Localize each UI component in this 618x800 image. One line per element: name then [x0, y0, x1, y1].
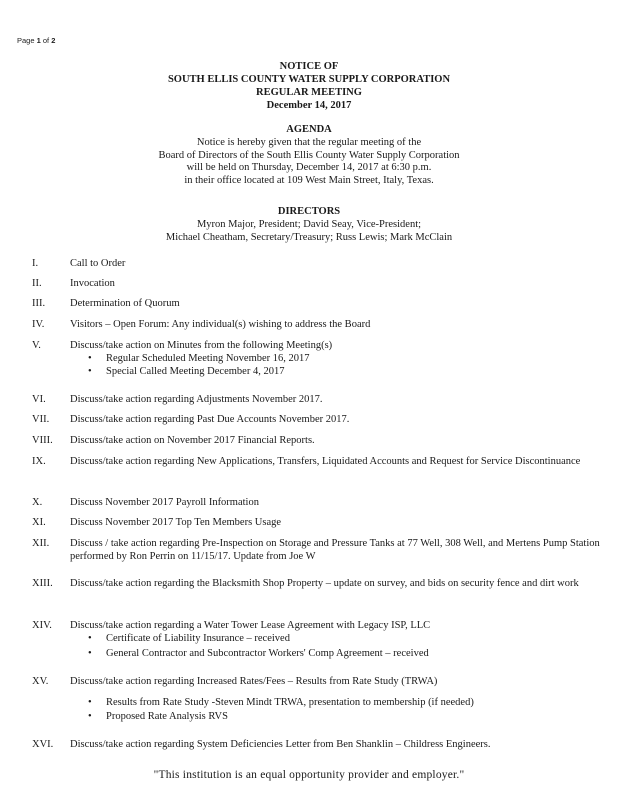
bullet: •: [88, 366, 92, 377]
page-current: 1: [36, 36, 41, 45]
sub-item-text: Regular Scheduled Meeting November 16, 2017: [106, 353, 310, 364]
item-text: Discuss / take action regarding Pre-Inspection on Storage and Pressure Tanks at 77 Well, 308 Well, and Mertens Pump Station performed by Ron Perrin on 11/15/17. Update from Joe W: [70, 538, 600, 562]
sub-item-text: General Contractor and Subcontractor Workers' Comp Agreement – received: [106, 648, 429, 659]
item-number: IV.: [32, 319, 45, 330]
header-line-3: REGULAR MEETING: [256, 87, 362, 98]
directors-title: DIRECTORS: [277, 206, 341, 217]
item-text: Discuss/take action regarding the Blacksmith Shop Property – update on survey, and bids on security fence and dirt work: [70, 578, 579, 589]
notice-line: in their office located at 109 West Main Street, Italy, Texas.: [184, 174, 434, 186]
page-number: [17, 36, 55, 45]
item-number: II.: [32, 278, 42, 289]
page-of: of: [40, 36, 52, 45]
notice-line: Board of Directors of the South Ellis County Water Supply Corporation: [158, 149, 460, 161]
item-text: Discuss November 2017 Top Ten Members Usage: [70, 517, 282, 528]
item-text: Visitors – Open Forum: Any individual(s) wishing to address the Board: [70, 319, 371, 330]
item-number: XI.: [32, 517, 46, 528]
directors-line: Myron Major, President; David Seay, Vice-President;: [196, 219, 422, 230]
equal-opportunity-footer: "This institution is an equal opportunity provider and employer.": [153, 769, 465, 781]
header-line-4: December 14, 2017: [266, 100, 352, 111]
item-number: V.: [32, 340, 41, 351]
item-number: I.: [32, 258, 39, 269]
item-number: VII.: [32, 414, 50, 425]
header-line-2: SOUTH ELLIS COUNTY WATER SUPPLY CORPORATION: [167, 74, 451, 85]
notice-paragraph: [0, 137, 618, 187]
sub-item-text: Proposed Rate Analysis RVS: [106, 711, 228, 722]
directors-line: Michael Cheatham, Secretary/Treasury; Russ Lewis; Mark McClain: [165, 231, 453, 243]
item-number: XIV.: [32, 620, 52, 631]
item-text: Discuss November 2017 Payroll Information: [70, 497, 259, 508]
item-text: Discuss/take action regarding Increased Rates/Fees – Results from Rate Study (TRWA): [70, 676, 438, 687]
item-number: IX.: [32, 456, 46, 467]
item-text: Discuss/take action regarding Adjustments November 2017.: [70, 394, 323, 405]
bullet: •: [88, 633, 92, 644]
page-prefix: Page: [17, 36, 37, 45]
item-text: Call to Order: [70, 258, 126, 269]
item-number: XVI.: [32, 739, 54, 750]
notice-line: will be held on Thursday, December 14, 2017 at 6:30 p.m.: [186, 162, 432, 173]
item-number: VI.: [32, 394, 46, 405]
bullet: •: [88, 697, 92, 708]
notice-header: [0, 60, 618, 112]
item-text: Discuss/take action regarding System Deficiencies Letter from Ben Shanklin – Childress Engineers.: [70, 739, 491, 750]
agenda-title: AGENDA: [286, 124, 332, 135]
sub-item-text: Results from Rate Study -Steven Mindt TRWA, presentation to membership (if needed): [106, 697, 474, 708]
item-text: Invocation: [70, 278, 115, 289]
item-text: Discuss/take action on November 2017 Financial Reports.: [70, 435, 315, 446]
directors-list: [0, 219, 618, 244]
item-text: Discuss/take action on Minutes from the following Meeting(s): [70, 340, 333, 351]
item-number: XII.: [32, 538, 50, 549]
item-number: VIII.: [32, 435, 53, 446]
page-total: 2: [51, 36, 56, 45]
bullet: •: [88, 353, 92, 364]
item-text: Discuss/take action regarding New Applications, Transfers, Liquidated Accounts and Request for Service Discontinuance: [70, 456, 581, 467]
item-number: XIII.: [32, 578, 53, 589]
header-line-1: NOTICE OF: [279, 61, 339, 72]
bullet: •: [88, 648, 92, 659]
item-text: Discuss/take action regarding Past Due Accounts November 2017.: [70, 414, 350, 425]
item-number: III.: [32, 298, 46, 309]
sub-item-text: Certificate of Liability Insurance – received: [106, 633, 290, 644]
item-number: X.: [32, 497, 43, 508]
bullet: •: [88, 711, 92, 722]
item-number: XV.: [32, 676, 49, 687]
notice-line: Notice is hereby given that the regular meeting of the: [196, 137, 422, 148]
sub-item-text: Special Called Meeting December 4, 2017: [106, 366, 285, 377]
item-text: Discuss/take action regarding a Water Tower Lease Agreement with Legacy ISP, LLC: [70, 620, 431, 631]
item-text: Determination of Quorum: [70, 298, 180, 309]
